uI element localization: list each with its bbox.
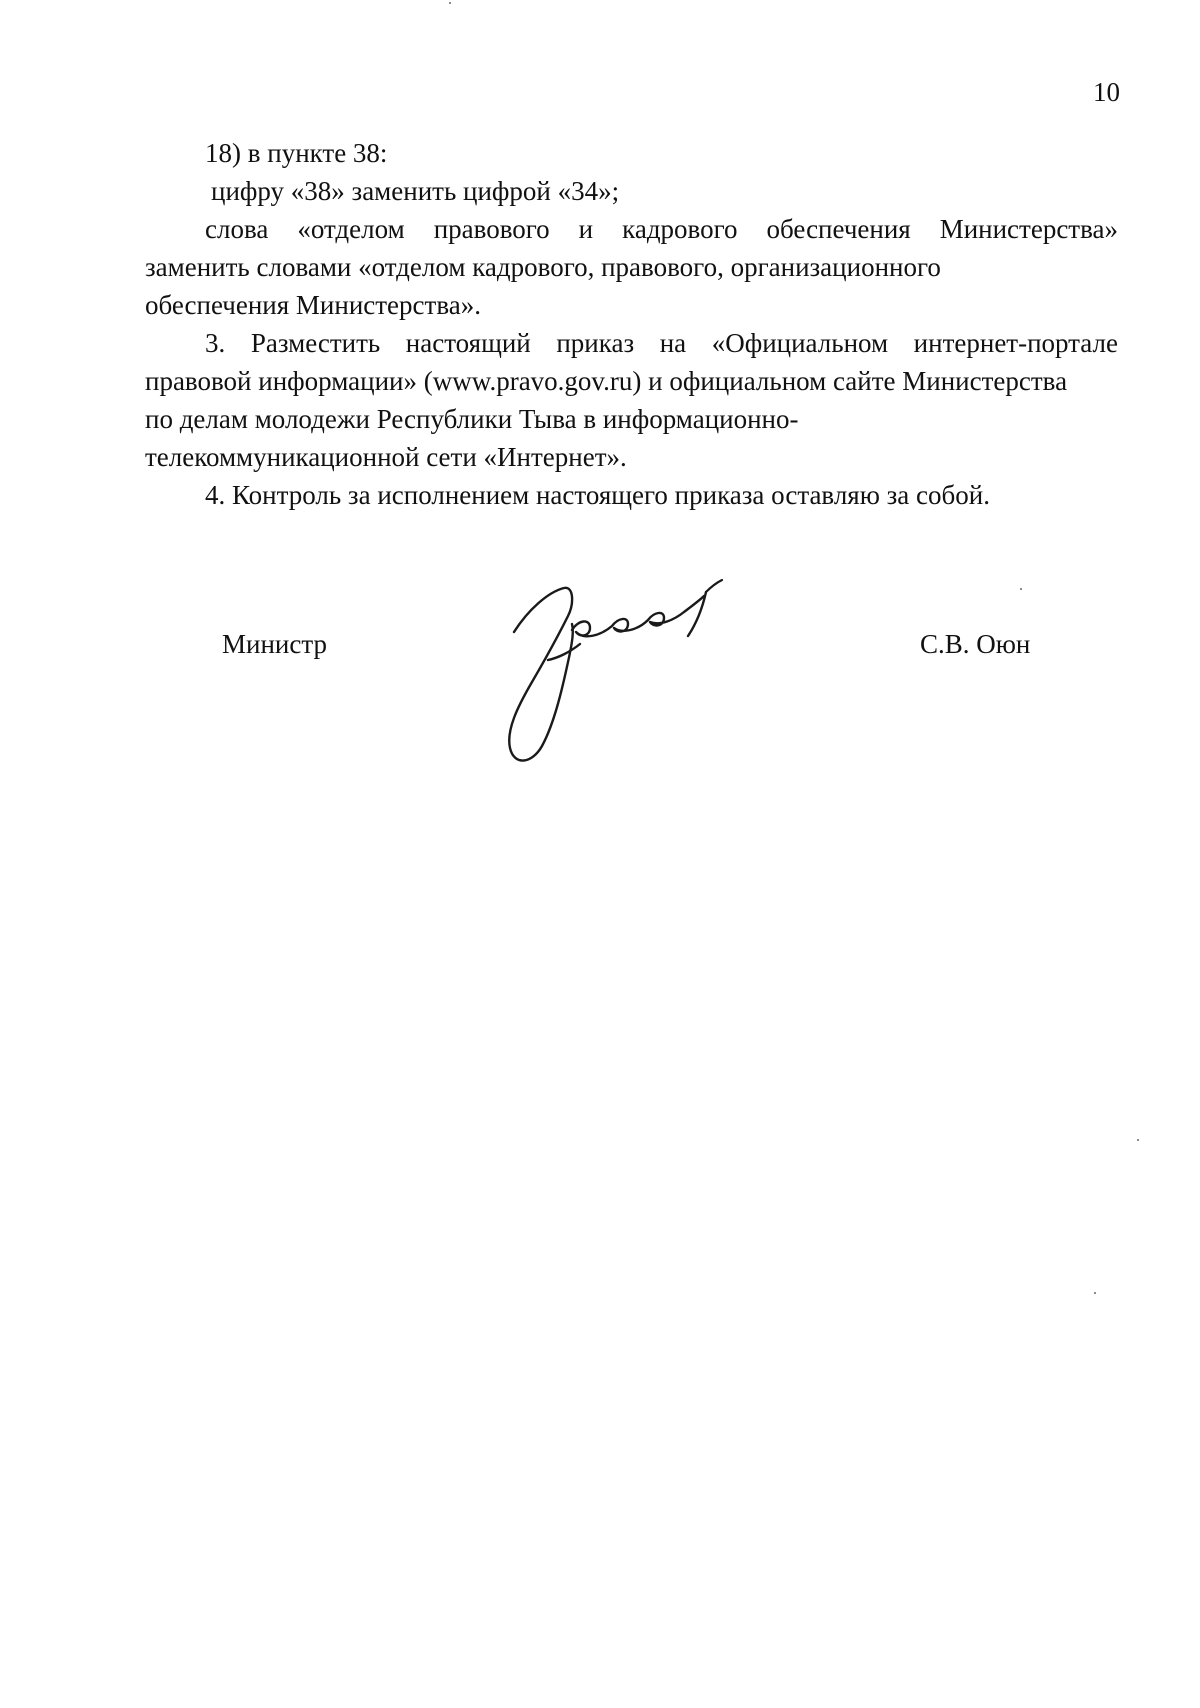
scan-speck: [1020, 588, 1022, 590]
paragraph-item-4: 4. Контроль за исполнением настоящего приказа оставляю за собой.: [205, 480, 990, 510]
paragraph-item-3-line-1: 3. Разместить настоящий приказ на «Официальном интернет-портале: [205, 328, 1118, 358]
paragraph-item-3-line-3: по делам молодежи Республики Тыва в информационно-: [145, 404, 799, 434]
paragraph-item-18: 18) в пункте 38:: [205, 138, 388, 168]
paragraph-item-18-subitem-b-line-1: слова «отделом правового и кадрового обеспечения Министерства»: [205, 214, 1118, 244]
signatory-position: Министр: [222, 629, 327, 659]
paragraph-item-3-line-4: телекоммуникационной сети «Интернет».: [145, 442, 627, 472]
paragraph-item-18-subitem-b-line-3: обеспечения Министерства».: [145, 290, 481, 320]
page-number: 10: [1093, 77, 1120, 107]
paragraph-item-3-line-2: правовой информации» (www.pravo.gov.ru) и официальном сайте Министерства: [145, 366, 1068, 396]
scan-speck: [1094, 1292, 1096, 1294]
paragraph-item-18-subitem-a: цифру «38» заменить цифрой «34»;: [211, 176, 620, 206]
signatory-name: С.В. Оюн: [920, 629, 1031, 659]
document-body: [145, 134, 1118, 514]
handwritten-signature: [488, 570, 778, 770]
scan-speck: [1137, 1139, 1139, 1141]
scan-speck: [449, 2, 451, 4]
paragraph-item-18-subitem-b-line-2: заменить словами «отделом кадрового, правового, организационного: [145, 252, 941, 282]
